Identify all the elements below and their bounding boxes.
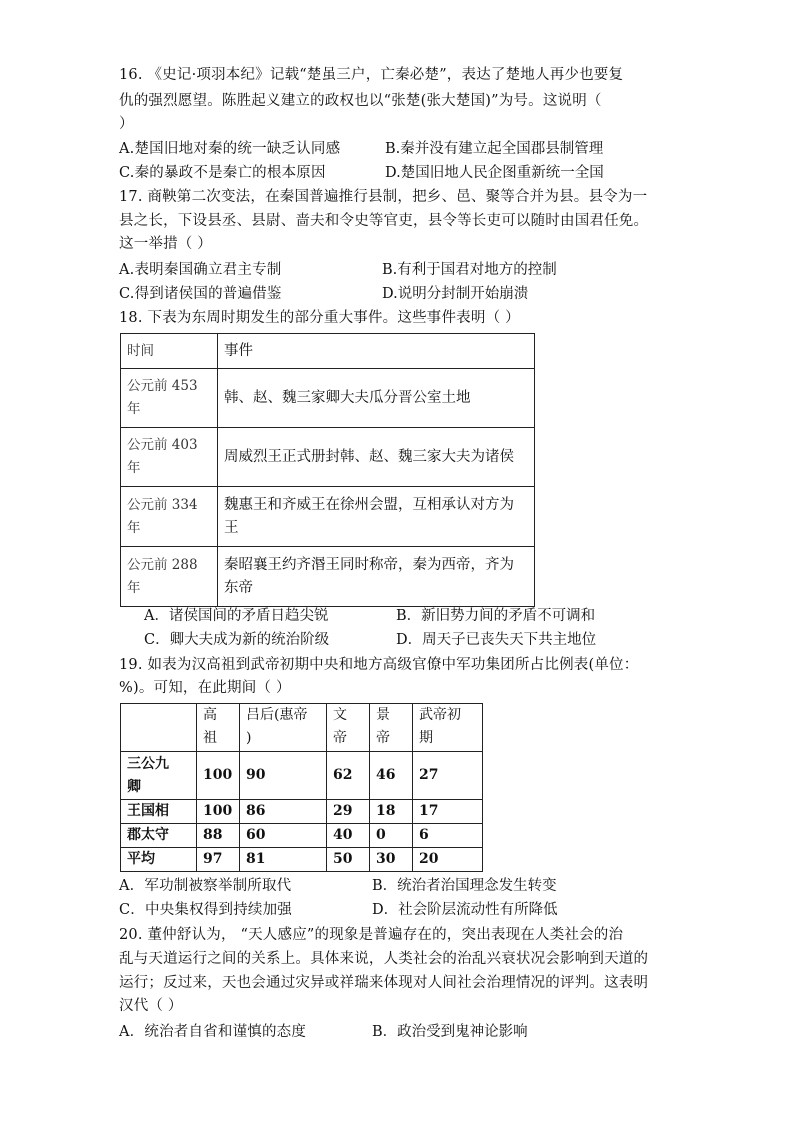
q18-option-c: C．卿大夫成为新的统治阶级 bbox=[144, 632, 330, 648]
header-jingdi bbox=[370, 704, 413, 752]
header-wudi-early bbox=[413, 704, 483, 752]
event-description-cell bbox=[218, 547, 535, 607]
table-row bbox=[121, 547, 535, 607]
value-cell: 29 bbox=[327, 800, 370, 824]
event-description-cell bbox=[218, 428, 535, 487]
value-cell: 20 bbox=[413, 848, 483, 872]
header-lvhou bbox=[240, 704, 327, 752]
event-description: 秦昭襄王约齐湣王同时称帝，秦为西帝，齐为 bbox=[224, 556, 514, 573]
header-text: 景 bbox=[376, 707, 390, 723]
q17-option-a: A.表明秦国确立君主专制 bbox=[119, 262, 282, 278]
value-cell: 100 bbox=[197, 752, 240, 800]
q18-option-d: D．周天子已丧失天下共主地位 bbox=[396, 632, 597, 648]
value-cell: 60 bbox=[240, 824, 327, 848]
table-row bbox=[121, 369, 535, 428]
event-time: 公元前 334 bbox=[127, 496, 198, 513]
row-label-cell bbox=[121, 752, 197, 800]
value-cell: 46 bbox=[370, 752, 413, 800]
value-cell: 30 bbox=[370, 848, 413, 872]
q16-stem-line-2: 仇的强烈愿望。陈胜起义建立的政权也以“张楚(张大楚国)”为号。这说明（ bbox=[119, 93, 602, 109]
event-time-cell bbox=[121, 547, 218, 607]
row-label: 三公九 bbox=[127, 755, 169, 772]
q16-option-d: D.楚国旧地人民企图重新统一全国 bbox=[385, 165, 604, 181]
event-description-cell bbox=[218, 369, 535, 428]
event-time-cell bbox=[121, 369, 218, 428]
event-time-unit: 年 bbox=[127, 401, 141, 417]
q16-option-a: A.楚国旧地对秦的统一缺乏认同感 bbox=[119, 141, 341, 157]
q20-stem-line-3: 运行；反过来，天也会通过灾异或祥瑞来体现对人间社会治理情况的评判。这表明 bbox=[119, 975, 649, 991]
event-time: 公元前 403 bbox=[127, 437, 198, 453]
row-label: 平均 bbox=[121, 848, 197, 872]
q17-stem-line-1: 17. 商鞅第二次变法，在秦国普遍推行县制，把乡、邑、聚等合并为县。县令为一 bbox=[119, 189, 648, 205]
header-text: 高 bbox=[203, 707, 217, 723]
q19-stem-line-1: 19. 如表为汉高祖到武帝初期中央和地方高级官僚中军功集团所占比例表(单位： bbox=[119, 657, 639, 673]
header-text: 帝 bbox=[333, 730, 347, 746]
table-row bbox=[121, 824, 483, 848]
q16-stem-line-1: 16. 《史记·项羽本纪》记载“楚虽三户，亡秦必楚”，表达了楚地人再少也要复 bbox=[119, 67, 624, 83]
event-time: 公元前 288 bbox=[127, 556, 198, 573]
header-text: ) bbox=[246, 730, 252, 746]
table-header-row bbox=[121, 704, 483, 752]
q17-option-b: B.有利于国君对地方的控制 bbox=[382, 262, 557, 278]
table-row bbox=[121, 800, 483, 824]
table-header-row bbox=[121, 334, 535, 369]
q20-option-b: B．政治受到鬼神论影响 bbox=[372, 1024, 528, 1040]
header-time: 时间 bbox=[121, 334, 218, 369]
q17-option-d: D.说明分封制开始崩溃 bbox=[382, 286, 529, 302]
header-text: 祖 bbox=[203, 730, 217, 746]
q16-option-b: B.秦并没有建立起全国郡县制管理 bbox=[385, 141, 604, 157]
value-cell: 62 bbox=[327, 752, 370, 800]
event-time-unit: 年 bbox=[127, 519, 141, 536]
event-time-cell bbox=[121, 487, 218, 547]
value-cell: 17 bbox=[413, 800, 483, 824]
row-label: 王国相 bbox=[121, 800, 197, 824]
event-description-continued: 东帝 bbox=[224, 579, 253, 596]
q19-option-b: B．统治者治国理念发生转变 bbox=[372, 878, 557, 894]
value-cell: 50 bbox=[327, 848, 370, 872]
q19-option-c: C．中央集权得到持续加强 bbox=[119, 902, 292, 918]
q20-option-a: A．统治者自省和谨慎的态度 bbox=[119, 1024, 307, 1040]
q17-option-c: C.得到诸侯国的普遍借鉴 bbox=[119, 286, 282, 302]
q18-option-a: A．诸侯国间的矛盾日趋尖锐 bbox=[144, 608, 329, 624]
event-description: 韩、赵、魏三家卿大夫瓜分晋公室土地 bbox=[224, 389, 471, 406]
event-description-cell bbox=[218, 487, 535, 547]
q19-stem-line-2: %)。可知，在此期间（ ） bbox=[119, 680, 291, 696]
table-row bbox=[121, 848, 483, 872]
q20-stem-line-1: 20. 董仲舒认为， “天人感应”的现象是普遍存在的，突出表现在人类社会的治 bbox=[119, 927, 624, 943]
header-text: 吕后(惠帝 bbox=[246, 707, 308, 723]
event-time-unit: 年 bbox=[127, 460, 141, 476]
event-description-continued: 王 bbox=[224, 519, 239, 536]
value-cell: 40 bbox=[327, 824, 370, 848]
value-cell: 6 bbox=[413, 824, 483, 848]
row-label: 郡太守 bbox=[121, 824, 197, 848]
q18-events-table bbox=[120, 333, 535, 607]
q16-option-c: C.秦的暴政不是秦亡的根本原因 bbox=[119, 165, 326, 181]
q20-stem-line-4: 汉代（ ） bbox=[119, 998, 183, 1014]
q18-stem: 18. 下表为东周时期发生的部分重大事件。这些事件表明（ ） bbox=[119, 310, 520, 326]
header-text: 文 bbox=[333, 707, 347, 723]
event-description: 周威烈王正式册封韩、赵、魏三家大夫为诸侯 bbox=[224, 448, 514, 465]
event-time: 公元前 453 bbox=[127, 378, 198, 394]
q16-stem-line-3: ） bbox=[119, 116, 134, 132]
table-row bbox=[121, 428, 535, 487]
header-text: 武帝初 bbox=[419, 707, 461, 723]
corner-cell bbox=[121, 704, 197, 752]
header-gaozu bbox=[197, 704, 240, 752]
q19-ratio-table bbox=[120, 703, 483, 872]
table-row bbox=[121, 752, 483, 800]
header-event: 事件 bbox=[218, 334, 535, 369]
q17-stem-line-3: 这一举措（ ） bbox=[119, 236, 213, 252]
value-cell: 90 bbox=[240, 752, 327, 800]
value-cell: 100 bbox=[197, 800, 240, 824]
q17-stem-line-2: 县之长，下设县丞、县尉、啬夫和令史等官吏，县令等长吏可以随时由国君任免。 bbox=[119, 213, 649, 229]
header-wendi bbox=[327, 704, 370, 752]
value-cell: 0 bbox=[370, 824, 413, 848]
value-cell: 18 bbox=[370, 800, 413, 824]
table-row bbox=[121, 487, 535, 547]
header-text: 期 bbox=[419, 730, 433, 746]
q19-option-a: A．军功制被察举制所取代 bbox=[119, 878, 292, 894]
value-cell: 81 bbox=[240, 848, 327, 872]
header-text: 帝 bbox=[376, 730, 390, 746]
value-cell: 97 bbox=[197, 848, 240, 872]
q19-option-d: D．社会阶层流动性有所降低 bbox=[372, 902, 558, 918]
event-time-cell bbox=[121, 428, 218, 487]
event-description: 魏惠王和齐威王在徐州会盟，互相承认对方为 bbox=[224, 496, 514, 513]
q18-option-b: B．新旧势力间的矛盾不可调和 bbox=[396, 608, 596, 624]
value-cell: 86 bbox=[240, 800, 327, 824]
row-label: 卿 bbox=[127, 778, 141, 795]
value-cell: 88 bbox=[197, 824, 240, 848]
event-time-unit: 年 bbox=[127, 579, 141, 596]
q20-stem-line-2: 乱与天道运行之间的关系上。具体来说，人类社会的治乱兴衰状况会影响到天道的 bbox=[119, 951, 649, 967]
value-cell: 27 bbox=[413, 752, 483, 800]
